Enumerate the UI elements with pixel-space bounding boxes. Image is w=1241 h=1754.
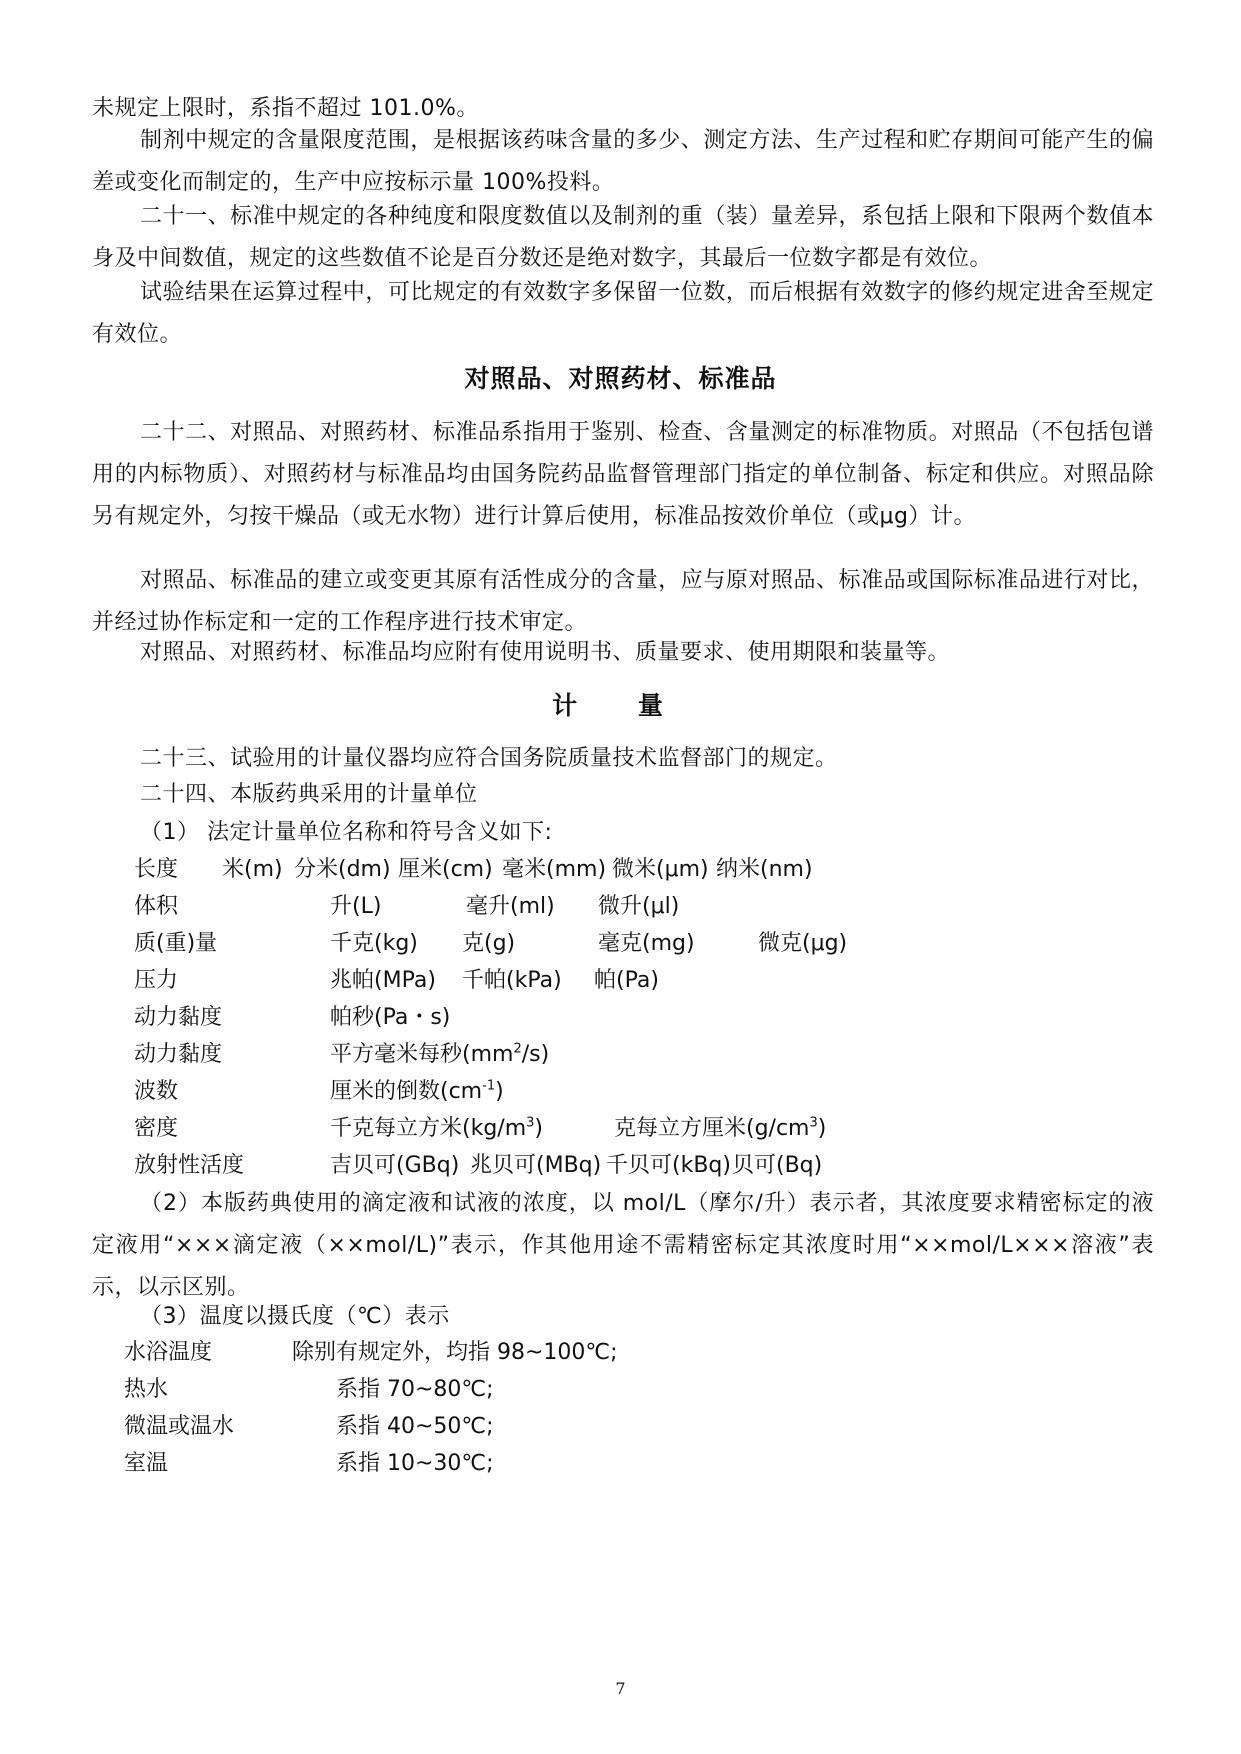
paragraph-reference-change: 对照品、标准品的建立或变更其原有活性成分的含量，应与原对照品、标准品或国际标准品进行对比，并经过协作标定和一定的工作程序进行技术审定。 bbox=[92, 568, 1154, 635]
unit-text: ) bbox=[817, 1116, 827, 1141]
unit-row-radioactivity bbox=[0, 1146, 1241, 1186]
unit-category: 压力 bbox=[134, 968, 179, 993]
temp-name: 热水 bbox=[124, 1377, 169, 1402]
unit bbox=[330, 1035, 549, 1075]
temp-name: 微温或温水 bbox=[124, 1414, 235, 1439]
unit: 毫升(ml) bbox=[466, 894, 555, 919]
paragraph-item-1: （1） 法定计量单位名称和符号含义如下: bbox=[140, 820, 553, 845]
unit: 克(g) bbox=[462, 931, 516, 956]
unit bbox=[330, 1109, 543, 1149]
paragraph-item-3: （3）温度以摄氏度（℃）表示 bbox=[140, 1304, 450, 1329]
temp-value: 系指 40~50℃; bbox=[336, 1414, 494, 1439]
unit-row-density bbox=[0, 1109, 1241, 1149]
unit-superscript: 3 bbox=[809, 1115, 818, 1131]
unit-row-mass bbox=[0, 924, 1241, 964]
unit-text: /s) bbox=[521, 1042, 550, 1067]
unit-category: 动力黏度 bbox=[134, 1042, 223, 1067]
unit-superscript: -1 bbox=[482, 1078, 496, 1094]
unit-text: 厘米的倒数(cm bbox=[330, 1079, 483, 1104]
unit-row-volume bbox=[0, 887, 1241, 927]
heading-metrology: 计 量 bbox=[552, 691, 689, 720]
paragraph-significant-figures: 试验结果在运算过程中，可比规定的有效数字多保留一位数，而后根据有效数字的修约规定进舍至规定有效位。 bbox=[92, 280, 1154, 347]
unit: 千帕(kPa) bbox=[462, 968, 562, 993]
unit-text: 平方毫米每秒(mm bbox=[330, 1042, 514, 1067]
unit: 微米(μm) bbox=[612, 857, 709, 882]
paragraph-item-2: （2）本版药典使用的滴定液和试液的浓度，以 mol/L（摩尔/升）表示者，其浓度要求精密标定的液定液用“×××滴定液（××mol/L)”表示，作其他用途不需精密标定其浓度时用“××mol/L×××溶液”表示，以示区别。 bbox=[92, 1191, 1154, 1300]
unit-category: 动力黏度 bbox=[134, 1005, 223, 1030]
unit bbox=[614, 1109, 826, 1149]
page-number: 7 bbox=[615, 1679, 626, 1698]
unit: 兆帕(MPa) bbox=[330, 968, 436, 993]
unit: 厘米(cm) bbox=[398, 857, 493, 882]
unit: 帕(Pa) bbox=[594, 968, 659, 993]
paragraph-article-23: 二十三、试验用的计量仪器均应符合国务院质量技术监督部门的规定。 bbox=[140, 746, 838, 771]
paragraph-reference-manual: 对照品、对照药材、标准品均应附有使用说明书、质量要求、使用期限和装量等。 bbox=[140, 640, 951, 665]
unit: 毫克(mg) bbox=[598, 931, 695, 956]
temp-row-hot-water bbox=[0, 1370, 1241, 1410]
unit: 千克(kg) bbox=[330, 931, 418, 956]
unit-text: 千克每立方米(kg/m bbox=[330, 1116, 527, 1141]
temp-name: 水浴温度 bbox=[124, 1340, 213, 1365]
unit-row-length bbox=[0, 850, 1241, 890]
unit-category: 波数 bbox=[134, 1079, 179, 1104]
unit-text: ) bbox=[495, 1079, 504, 1104]
unit-category: 放射性活度 bbox=[134, 1153, 245, 1178]
unit-text: ) bbox=[534, 1116, 544, 1141]
temp-name: 室温 bbox=[124, 1451, 169, 1476]
unit: 米(m) bbox=[222, 857, 283, 882]
paragraph-content-limits: 制剂中规定的含量限度范围，是根据该药味含量的多少、测定方法、生产过程和贮存期间可能产生的偏差或变化而制定的，生产中应按标示量 100%投料。 bbox=[92, 128, 1154, 195]
unit: 微升(μl) bbox=[598, 894, 680, 919]
unit: 贝可(Bq) bbox=[732, 1153, 823, 1178]
unit: 帕秒(Pa・s) bbox=[330, 1005, 451, 1030]
unit bbox=[330, 1072, 504, 1112]
unit: 微克(μg) bbox=[758, 931, 848, 956]
unit: 毫米(mm) bbox=[502, 857, 607, 882]
unit-superscript: 2 bbox=[513, 1041, 522, 1057]
paragraph-article-21: 二十一、标准中规定的各种纯度和限度数值以及制剂的重（装）量差异，系包括上限和下限两个数值本身及中间数值，规定的这些数值不论是百分数还是绝对数字，其最后一位数字都是有效位。 bbox=[92, 204, 1154, 271]
unit: 千贝可(kBq) bbox=[606, 1153, 731, 1178]
temp-value: 系指 10~30℃; bbox=[336, 1451, 494, 1476]
unit-row-dynamic-viscosity bbox=[0, 998, 1241, 1038]
unit-text: 克每立方厘米(g/cm bbox=[614, 1116, 810, 1141]
unit-superscript: 3 bbox=[526, 1115, 535, 1131]
unit: 升(L) bbox=[330, 894, 382, 919]
paragraph-article-24: 二十四、本版药典采用的计量单位 bbox=[140, 782, 478, 807]
unit-category: 体积 bbox=[134, 894, 179, 919]
temp-row-room-temp bbox=[0, 1444, 1241, 1484]
unit-category: 长度 bbox=[134, 857, 179, 882]
unit-row-pressure bbox=[0, 961, 1241, 1001]
unit: 纳米(nm) bbox=[716, 857, 813, 882]
paragraph-article-22: 二十二、对照品、对照药材、标准品系指用于鉴别、检查、含量测定的标准物质。对照品（不包括包谱用的内标物质）、对照药材与标准品均由国务院药品监督管理部门指定的单位制备、标定和供应。对照品除另有规定外，匀按干燥品（或无水物）进行计算后使用，标准品按效价单位（或μg）计。 bbox=[92, 420, 1154, 529]
unit-category: 质(重)量 bbox=[134, 931, 218, 956]
unit: 分米(dm) bbox=[294, 857, 391, 882]
heading-reference-standards: 对照品、对照药材、标准品 bbox=[464, 364, 777, 393]
temp-row-warm-water bbox=[0, 1407, 1241, 1447]
temp-value: 系指 70~80℃; bbox=[336, 1377, 494, 1402]
unit-row-kinematic-viscosity bbox=[0, 1035, 1241, 1075]
temp-value: 除别有规定外，均指 98~100℃; bbox=[292, 1340, 618, 1365]
unit-row-wavenumber bbox=[0, 1072, 1241, 1112]
unit: 兆贝可(MBq) bbox=[470, 1153, 602, 1178]
paragraph-upper-limit: 未规定上限时，系指不超过 101.0%。 bbox=[92, 96, 479, 121]
unit: 吉贝可(GBq) bbox=[330, 1153, 460, 1178]
temp-row-water-bath bbox=[0, 1333, 1241, 1373]
unit-category: 密度 bbox=[134, 1116, 179, 1141]
